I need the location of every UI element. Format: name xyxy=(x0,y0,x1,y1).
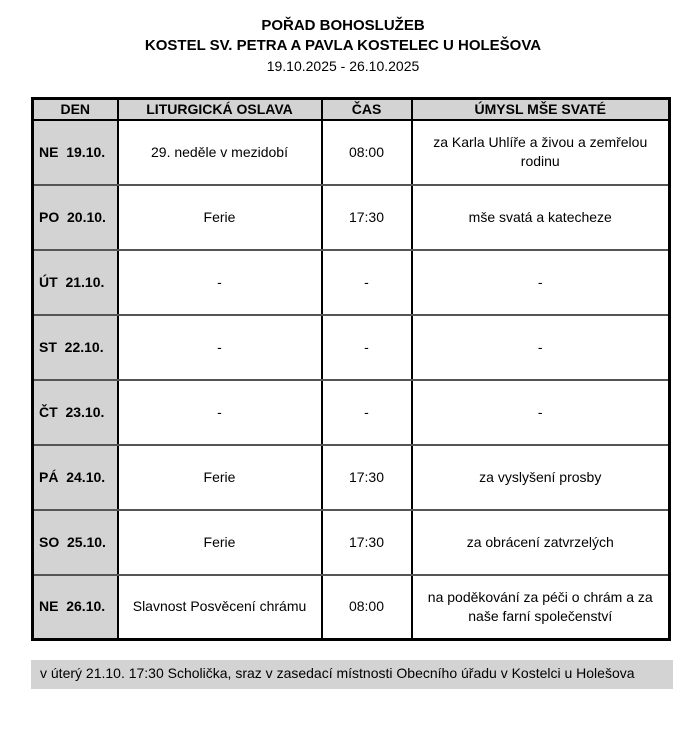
intention-cell: - xyxy=(412,315,670,380)
header-row xyxy=(33,99,670,120)
time-cell: 17:30 xyxy=(322,510,412,575)
table-row xyxy=(33,250,670,315)
day-cell: ÚT 21.10. xyxy=(33,250,118,315)
time-cell: 08:00 xyxy=(322,120,412,185)
table-header xyxy=(33,99,670,120)
time-cell: - xyxy=(322,315,412,380)
table-body xyxy=(33,120,670,640)
column-header-den: DEN xyxy=(33,99,118,120)
day-cell: ČT 23.10. xyxy=(33,380,118,445)
intention-cell: - xyxy=(412,380,670,445)
column-header-cas: ČAS xyxy=(322,99,412,120)
celebration-cell: - xyxy=(118,250,322,315)
table-row xyxy=(33,510,670,575)
column-header-oslava: LITURGICKÁ OSLAVA xyxy=(118,99,322,120)
day-cell: ST 22.10. xyxy=(33,315,118,380)
time-cell: - xyxy=(322,250,412,315)
celebration-cell: Ferie xyxy=(118,185,322,250)
table-row xyxy=(33,380,670,445)
celebration-cell: Ferie xyxy=(118,445,322,510)
intention-cell: mše svatá a katecheze xyxy=(412,185,670,250)
page-title: POŘAD BOHOSLUŽEB xyxy=(261,17,425,34)
time-cell: 08:00 xyxy=(322,575,412,640)
table-row xyxy=(33,445,670,510)
document-header xyxy=(0,0,686,76)
intention-cell: za vyslyšení prosby xyxy=(412,445,670,510)
footer-note: v úterý 21.10. 17:30 Scholička, sraz v zasedací místnosti Obecního úřadu v Kostelci u Holešova xyxy=(31,660,673,689)
intention-cell: - xyxy=(412,250,670,315)
celebration-cell: Slavnost Posvěcení chrámu xyxy=(118,575,322,640)
table-row xyxy=(33,120,670,185)
schedule-table xyxy=(31,97,671,641)
column-header-umysl: ÚMYSL MŠE SVATÉ xyxy=(412,99,670,120)
page-subtitle: KOSTEL SV. PETRA A PAVLA KOSTELEC U HOLEŠOVA xyxy=(144,37,542,54)
time-cell: 17:30 xyxy=(322,445,412,510)
time-cell: - xyxy=(322,380,412,445)
celebration-cell: - xyxy=(118,380,322,445)
intention-cell: na poděkování za péči o chrám a za naše farní společenství xyxy=(412,575,670,640)
table-row xyxy=(33,315,670,380)
day-cell: PÁ 24.10. xyxy=(33,445,118,510)
date-range: 19.10.2025 - 26.10.2025 xyxy=(266,58,420,74)
time-cell: 17:30 xyxy=(322,185,412,250)
table-row xyxy=(33,575,670,640)
table-row xyxy=(33,185,670,250)
intention-cell: za Karla Uhlíře a živou a zemřelou rodinu xyxy=(412,120,670,185)
celebration-cell: Ferie xyxy=(118,510,322,575)
intention-cell: za obrácení zatvrzelých xyxy=(412,510,670,575)
celebration-cell: 29. neděle v mezidobí xyxy=(118,120,322,185)
day-cell: NE 26.10. xyxy=(33,575,118,640)
day-cell: SO 25.10. xyxy=(33,510,118,575)
day-cell: NE 19.10. xyxy=(33,120,118,185)
celebration-cell: - xyxy=(118,315,322,380)
day-cell: PO 20.10. xyxy=(33,185,118,250)
